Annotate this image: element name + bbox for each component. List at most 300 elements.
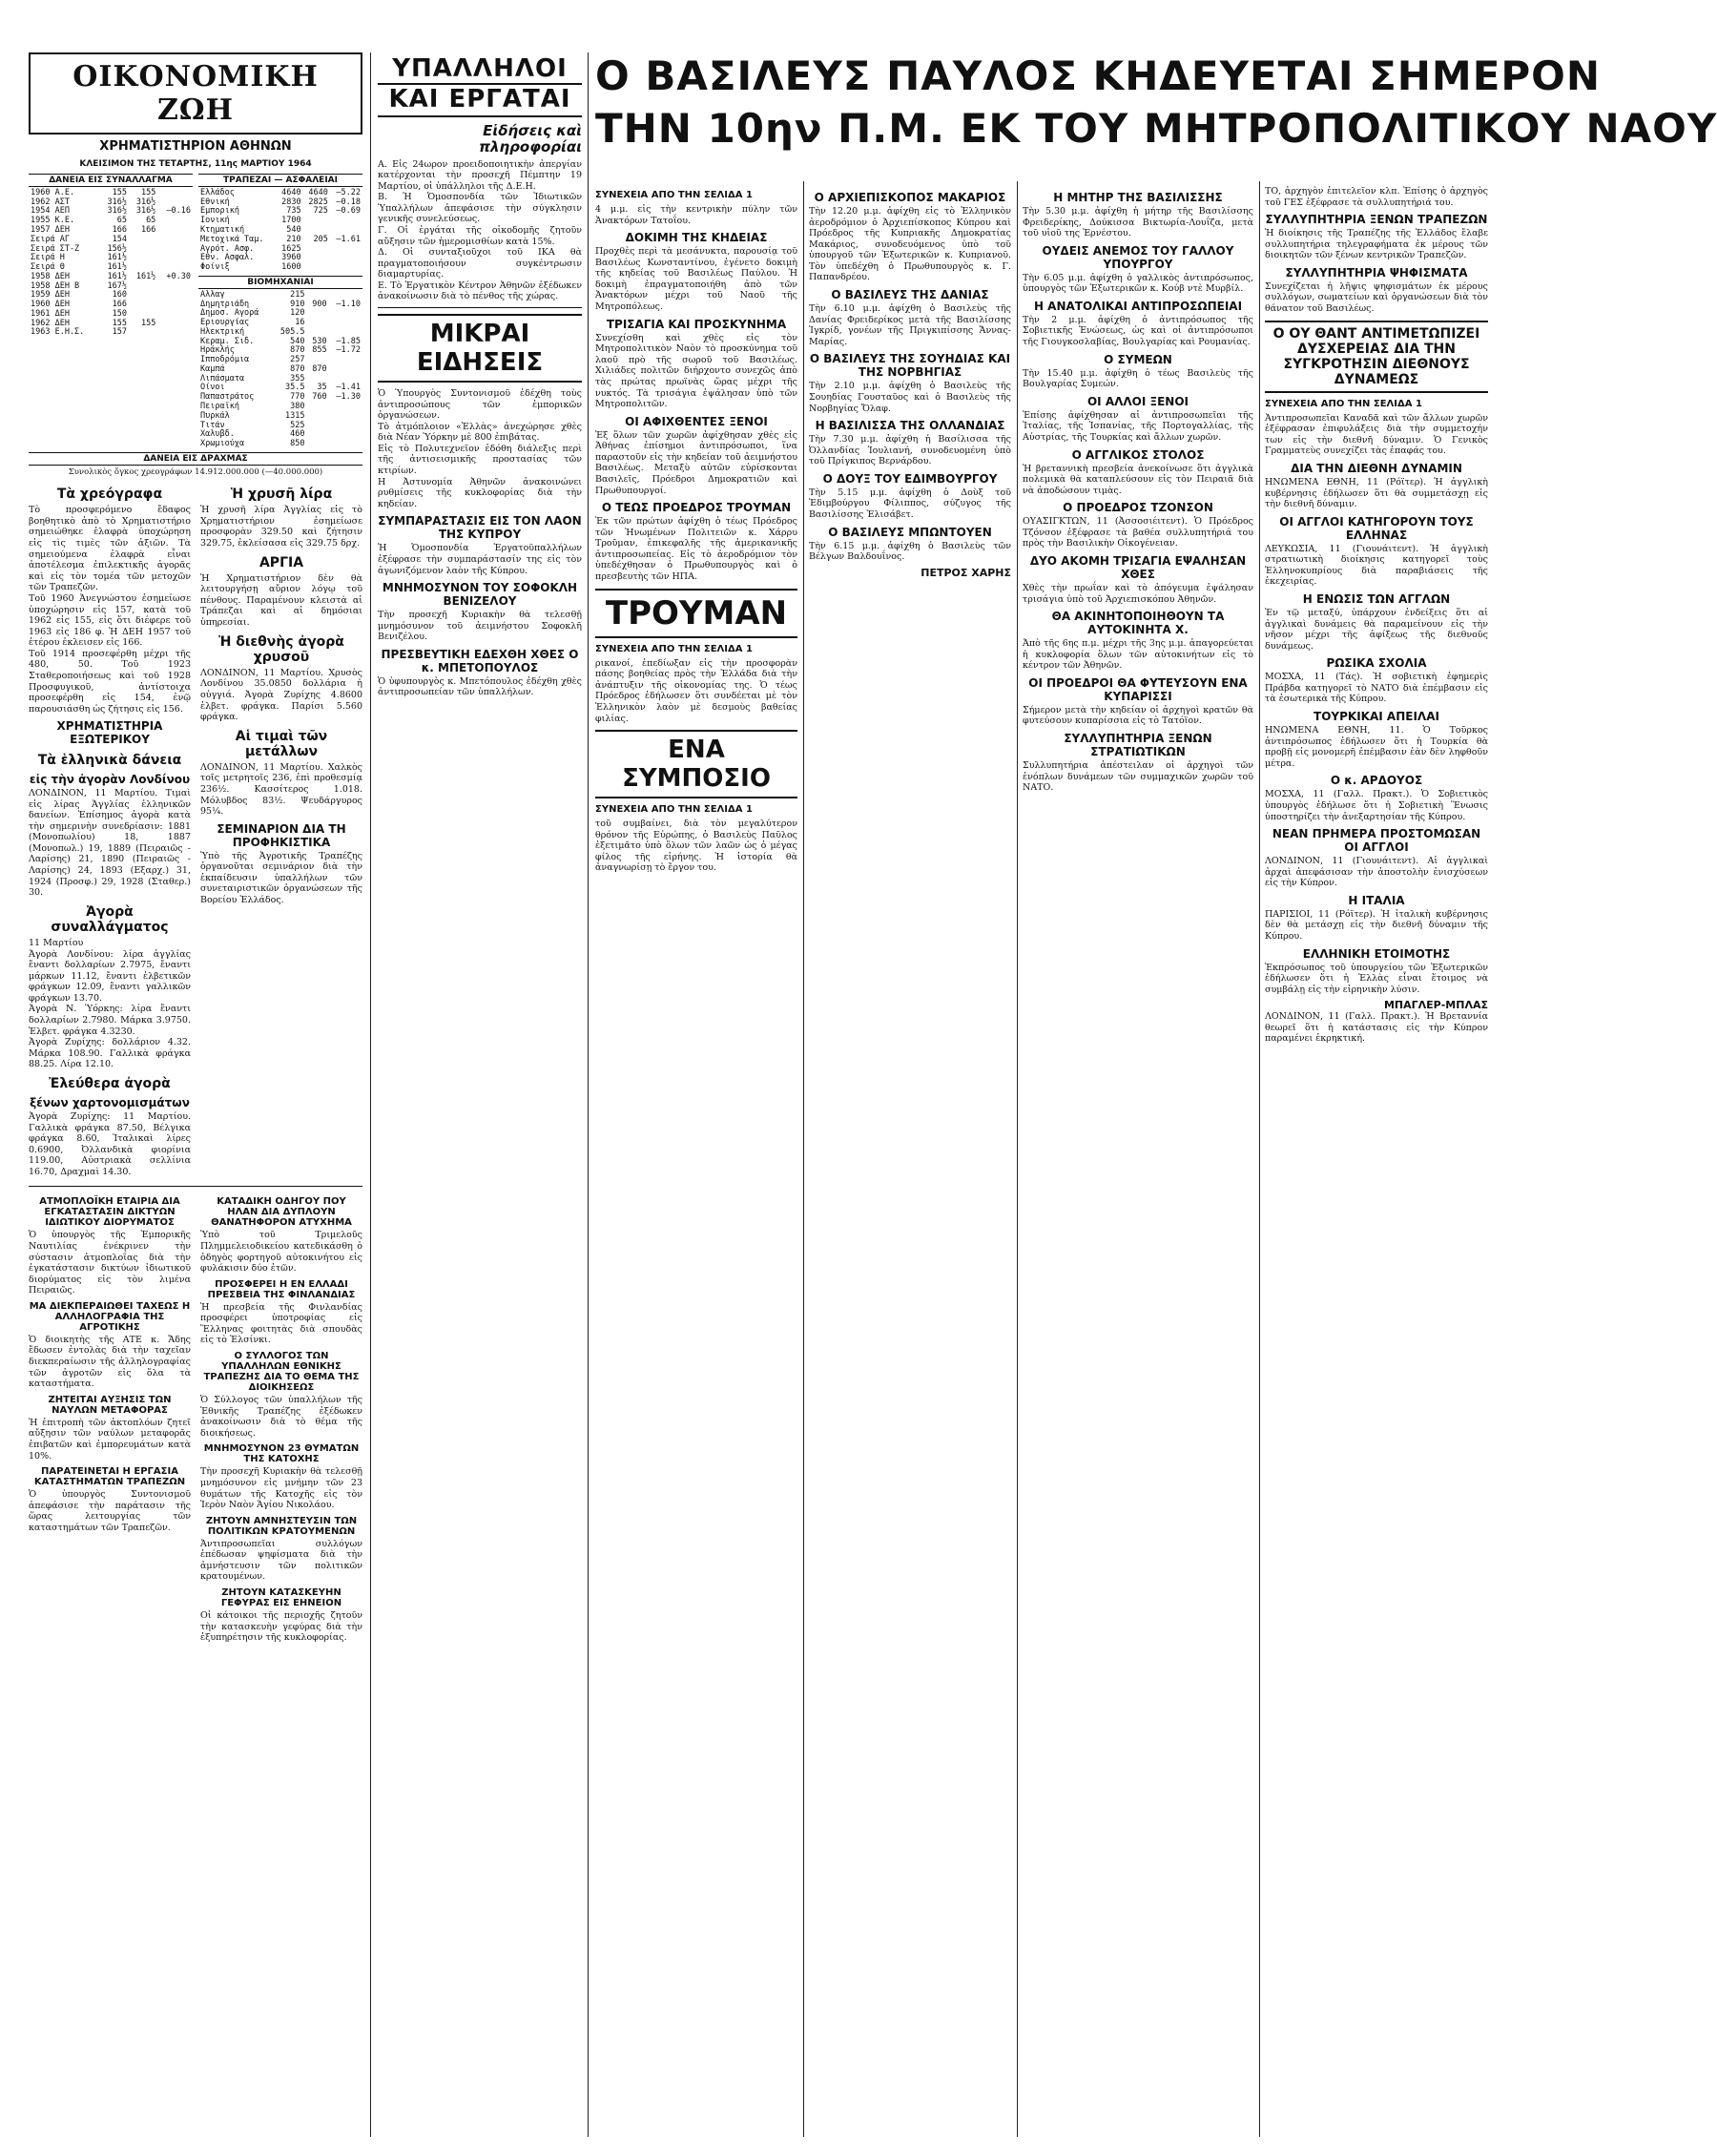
column-divider [370,52,371,2137]
quote-value: 150 [112,308,127,319]
quote-value: 1600 [281,262,301,273]
labor-header-2: ΚΑΙ ΕΡΓΑΤΑΙ [378,83,582,114]
turnover: Συνολικὸς ὄγκος χρεογράφων 14.912.000.000 (—40.000.000) [68,466,323,477]
truman-text: Ἐκ τῶν πρώτων ἀφίχθη ὁ τέως Πρόεδρος τῶν Ἡνωμένων Πολιτειῶν κ. Χάρρυ Τροῦμαν, ἐπικεφαλῆς τῆς ἀμερικανικῆς ἀντιπροσωπείας. Εἰς τὸ ἀεροδρόμιον τὸν ὑπεδέχθησαν ὁ Πρωθυπουργὸς καὶ ὁ πρεσβευτὴς τῶν ΗΠΑ. [595,516,797,583]
foreign-guests-title: ΟΙ ΑΦΙΧΘΕΝΤΕΣ ΞΕΝΟΙ [625,414,768,428]
quote-value [329,365,362,375]
quote-value: 161½ [107,253,127,263]
metals-text: ΛΟΝΔΙΝΟΝ, 11 Μαρτίου. Χαλκὸς τοῖς μετρητοῖς 236, ἐπὶ προθεσμίᾳ 236½. Κασσίτερος 1.018. Μόλυβδος 83½. Ψευδάργυρος 95¼. [200,761,362,818]
force-title: ΔΙΑ ΤΗΝ ΔΙΕΘΝΗ ΔΥΝΑΜΙΝ [1291,461,1462,475]
memorial-text: Τὴν προσεχῆ Κυριακὴν θὰ τελεσθῇ μνημόσυνον τοῦ ἀειμνήστου Σοφοκλῆ Βενιζέλου. [378,610,582,643]
russia-text: ΜΟΣΧΑ, 11 (Τάς). Ἡ σοβιετικὴ ἐφημερὶς Πράβδα κατηγορεῖ τὸ ΝΑΤΟ διὰ ἐπέμβασιν εἰς τὰ ἐσωτερικὰ τῆς Κύπρου. [1265,672,1488,705]
fx-title: Ἀγορὰ συναλλάγματος [51,903,169,935]
quote-value: 460 [290,429,305,440]
quote-value [157,291,193,301]
condolence-title: ΣΥΛΛΥΠΗΤΗΡΙΑ ΞΕΝΩΝ ΣΤΡΑΤΙΩΤΙΚΩΝ [1064,732,1212,759]
column-divider [1017,181,1018,2137]
prayer-text: Συνεχίσθη καὶ χθὲς εἰς τὸν Μητροπολιτικὸν Ναὸν τὸ προσκύνημα τοῦ λαοῦ πρὸ τῆς σωροῦ τοῦ Βασιλέως. Χιλιάδες πολιτῶν διήρχοντο συνεχῶς ἀπὸ τὰς πρώτας πρωϊνὰς ὥρας μέχρι τῆς νυκτός. Τὰ τρισάγια ἐψάλησαν ὑπὸ τῶν Μητροπολιτῶν. [595,332,797,410]
column-divider [803,181,804,2137]
quote-value [307,403,329,412]
quote-name: 1960 ΔΕΗ [31,300,70,310]
quote-value: 870 [290,345,305,356]
winds-title: ΟΥΔΕΙΣ ΑΝΕΜΟΣ ΤΟΥ ΓΑΛΛΟΥ ΥΠΟΥΡΓΟΥ [1042,243,1234,271]
quote-value [303,245,330,255]
news-item-text: Ὁ Σύλλογος τῶν ὑπαλλήλων τῆς Ἐθνικῆς Τραπέζης ἐξέδωκεν ἀνακοίνωσιν διὰ τὸ θέμα τῆς διοικήσεως. [200,1395,362,1439]
prayer-title: ΤΡΙΣΑΓΙΑ ΚΑΙ ΠΡΟΣΚΥΝΗΜΑ [606,317,787,331]
quote-value [157,310,193,320]
column-divider [1259,181,1260,2137]
quote-value: —0.16 [166,206,191,217]
short-news-title: ΜΙΚΡΑΙ ΕΙΔΗΣΕΙΣ [378,314,582,383]
quote-value [330,217,362,226]
quote-value: 2825 [308,197,328,207]
russia-title: ΡΩΣΙΚΑ ΣΧΟΛΙΑ [1326,656,1427,671]
gold-text: Ἡ χρυσῆ λίρα Ἀγγλίας εἰς τὸ Χρηματιστήριον ἐσημείωσε προσφορὰν 329.50 καὶ ζήτησιν 329.75, ἐκλείσασα εἰς 329.75 δρχ. [200,505,362,549]
quote-value [329,430,362,440]
right-intro: ΤΟ, ἀρχηγὸν ἐπιτελεῖον κλπ. Ἐπίσης ὁ ἀρχηγὸς τοῦ ΓΕΣ ἐξέφρασε τὰ συλλυπητήριά του. [1265,186,1488,208]
quote-value: 316½ [135,197,156,207]
quote-name: Σειρά Θ [31,262,65,273]
accuse-title: ΟΙ ΑΓΓΛΟΙ ΚΑΤΗΓΟΡΟΥΝ ΤΟΥΣ ΕΛΛΗΝΑΣ [1279,514,1474,542]
quote-value [329,356,362,365]
loans-table [29,189,193,338]
accuse-text: ΛΕΥΚΩΣΙΑ, 11 (Γιουνάιτεντ). Ἡ ἀγγλικὴ στρατιωτικὴ διοίκησις κατηγορεῖ τοὺς Ἑλληνοκυπρίους διὰ παραβιάσεις τῆς ἐκεχειρίας. [1265,543,1488,588]
funeral-title: ΔΟΚΙΜΗ ΤΗΣ ΚΗΔΕΙΑΣ [625,231,768,245]
quote-value: 855 [312,345,327,356]
quote-name: Σειρά ΑΓ [31,234,70,244]
quote-value: 1315 [285,410,305,421]
quote-name: Κεραμ. Σιδ. [200,336,255,346]
italy-title: Η ΙΤΑΛΙΑ [1348,893,1405,907]
quote-name: Χαλυβδ. [200,429,235,440]
quote-value [129,328,157,338]
industry-table [198,291,362,449]
presidents-text: Σήμερον μετὰ τὴν κηδείαν οἱ ἀρχηγοὶ κρατῶν θὰ φυτεύσουν κυπαρίσσια εἰς τὸ Τατόϊον. [1023,704,1253,727]
others-text: Ἐπίσης ἀφίχθησαν αἱ ἀντιπροσωπεῖαι τῆς Ἰταλίας, τῆς Ἰσπανίας, τῆς Πορτογαλλίας, τῆς Αὐστρίας, τῆς Τουρκίας καὶ ἄλλων χωρῶν. [1023,409,1253,443]
quote-value [329,319,362,328]
quote-value [157,189,193,198]
quote-name: Τιτάν [200,420,225,430]
edinburgh-text: Τὴν 5.15 μ.μ. ἀφίχθη ὁ Δοὺξ τοῦ Ἐδιμβούργου Φίλιππος, σύζυγος τῆς Βασιλίσσης Ἐλισάβετ. [809,487,1011,520]
quote-value: —1.41 [336,383,361,393]
quote-name: 1962 ΑΣΤ [31,197,70,207]
right-column [1265,186,1488,1048]
byline: ΜΠΑΓΛΕΡ-ΜΠΛΑΣ [1383,999,1488,1012]
johnson-title: Ο ΠΡΟΕΔΡΟΣ ΤΖΟΝΣΟΝ [1063,501,1213,515]
loans-head: ΔΑΝΕΙΑ ΕΙΣ ΣΥΝΑΛΛΑΓΜΑ [29,174,193,187]
quote-name: Κτηματική [200,225,245,235]
holland-title: Η ΒΑΣΙΛΙΣΣΑ ΤΗΣ ΟΛΛΑΝΔΙΑΣ [815,419,1005,433]
quote-value: 1700 [281,216,301,226]
quote-value [303,217,330,226]
quote-value: 65 [116,216,127,226]
quote-value [129,301,157,310]
quote-name: Πυρκάλ [200,410,230,421]
labor-masthead [378,52,582,117]
quote-value [157,282,193,292]
intl-gold-text: ΛΟΝΔΙΝΟΝ, 11 Μαρτίου. Χρυσὸς Λονδίνου 35.0850 δολλάρια ἡ οὐγγιά. Ἀγορὰ Ζυρίχης 4.8600 ἑλβετ. φράγκα. Παρίσι 5.560 φράγκα. [200,667,362,723]
ardahus-title: Ο κ. ΑΡΔΟΥΟΣ [1330,774,1423,788]
drachma-loans-head: ΔΑΝΕΙΑ ΕΙΣ ΔΡΑΧΜΑΣ [29,452,362,466]
quote-value: 161½ [135,271,156,281]
bonds-title: Τὰ χρεόγραφα [56,487,163,503]
quote-value: —1.10 [336,299,361,309]
news-item-title: Ο ΣΥΛΛΟΓΟΣ ΤΩΝ ΥΠΑΛΛΗΛΩΝ ΕΘΝΙΚΗΣ ΤΡΑΠΕΖΗΣ ΔΙΑ ΤΟ ΘΕΜΑ ΤΗΣ ΔΙΟΙΚΗΣΕΩΣ [203,1351,360,1394]
mother-title: Η ΜΗΤΗΡ ΤΗΣ ΒΑΣΙΛΙΣΣΗΣ [1053,191,1223,204]
memorial-title: ΜΝΗΜΟΣΥΝΟΝ ΤΟΥ ΣΟΦΟΚΛΗ ΒΕΝΙΖΕΛΟΥ [382,581,578,609]
london-title: Τὰ ἑλληνικὰ δάνεια [37,752,182,768]
quote-value [129,245,157,255]
belgium-text: Τὴν 6.15 μ.μ. ἀφίχθη ὁ Βασιλεὺς τῶν Βέλγων Βαλδουΐνος. [809,540,1011,563]
east-title: Η ΑΝΑΤΟΛΙΚΑΙ ΑΝΤΙΠΡΟΣΩΠΕΙΑΙ [1033,299,1243,313]
news-item-text: Ἀντιπροσωπεῖαι συλλόγων ἐπέδωσαν ψηφίσματα διὰ τὴν ἀμνήστευσιν τῶν πολιτικῶν κρατουμένων. [200,1538,362,1583]
quote-value [329,309,362,319]
quote-value [329,440,362,449]
quote-row [29,328,193,338]
london-text: ΛΟΝΔΙΝΟΝ, 11 (Γαλλ. Πρακτ.). Ἡ Βρεταννία θεωρεῖ ὅτι ἡ κατάστασις εἰς τὴν Κύπρον παραμένει ἐκρηκτική. [1265,1011,1488,1045]
quote-name: Εθν. Ασφαλ. [200,253,255,263]
news-item-title: ΜΑ ΔΙΕΚΠΕΡΑΙΩΘΕΙ ΤΑΧΕΩΣ Η ΑΛΛΗΛΟΓΡΑΦΙΑ ΤΗΣ ΑΓΡΟΤΙΚΗΣ [29,1300,191,1333]
london-text: ΛΟΝΔΙΝΟΝ, 11 Μαρτίου. Τιμαὶ εἰς λίρας Ἀγγλίας ἑλληνικῶν δανείων. Ἐπίσημος ἀγορὰ κατὰ τὴν σημερινὴν συνεδρίασιν: 1881 (Μονοπωλίου) 18, 1887 (Μονοπωλ.) 19, 1889 (Πειραιῶς - Λαρίσης) 21, 1890 (Πειραιῶς - Λαρίσης) 24, 1893 (Εξαρχ.) 31, 1924 (Προσφ.) 29, 1928 (Σταθερ.) 30. [29,787,191,899]
quote-value: 850 [290,439,305,449]
quote-name: Πειραϊκή [200,402,239,412]
quote-value: 355 [290,373,305,384]
news-item-title: ΠΑΡΑΤΕΙΝΕΤΑΙ Η ΕΡΓΑΣΙΑ ΚΑΤΑΣΤΗΜΑΤΩΝ ΤΡΑΠΕΖΩΝ [33,1466,186,1488]
economic-bottom [29,1192,362,1647]
quote-value: 1625 [281,243,301,254]
holland-text: Τὴν 7.30 μ.μ. ἀφίχθη ἡ Βασίλισσα τῆς Ὀλλανδίας Ἰουλιανή, συνοδευομένη ὑπὸ τοῦ Πρίγκιπος Βερνάρδου. [809,434,1011,467]
quotes-area [29,171,362,449]
visit-text: Ὁ ὑφυπουργὸς κ. Μπετόπουλος ἐδέχθη χθὲς ἀντιπροσωπείαν τῶν ὑπαλλήλων. [378,675,582,698]
newspaper-page [29,52,1717,2137]
condolence-text: Συλλυπητήρια ἀπέστειλαν οἱ ἀρχηγοὶ τῶν ἐνόπλων δυνάμεων τῶν συμμαχικῶν χωρῶν τοῦ ΝΑΤΟ. [1023,760,1253,794]
truman-title: Ο ΤΕΩΣ ΠΡΟΕΔΡΟΣ ΤΡΟΥΜΑΝ [601,501,792,515]
quote-value: 900 [312,299,327,309]
labor-column [378,52,582,702]
quote-name: 1958 ΔΕΗ Β [31,280,80,291]
loans-block [29,171,193,449]
quote-value: 316½ [107,206,127,217]
quote-value [157,245,193,255]
quote-value: 316½ [107,197,127,207]
main-column-1 [595,186,797,878]
funeral-text: Προχθὲς περὶ τὰ μεσάνυκτα, παρουσίᾳ τοῦ Βασιλέως Κωνσταντίνου, ἐγένετο δοκιμὴ τῆς κηδείας τοῦ Βασιλέως Παύλου. Ἡ δοκιμὴ ἐπραγματοποιήθη ἀπὸ τῶν Ἀνακτόρων μέχρι τοῦ Ναοῦ τῆς Μητροπόλεως. [595,246,797,313]
london-sub: εἰς τὴν ἀγορὰν Λονδίνου [29,772,191,786]
sympathy-title: ΣΥΜΠΑΡΑΣΤΑΣΙΣ ΕΙΣ ΤΟΝ ΛΑΟΝ ΤΗΣ ΚΥΠΡΟΥ [378,514,582,542]
quote-row [198,263,362,273]
turkey-text: ΗΝΩΜΕΝΑ ΕΘΝΗ, 11. Ὁ Τοῦρκος ἀντιπρόσωπος ἐδήλωσεν ὅτι ἡ Τουρκία θὰ προβῇ εἰς μονομερῆ ἐπέμβασιν ἐὰν δὲν ληφθοῦν μέτρα. [1265,725,1488,769]
quote-value: 540 [290,336,305,346]
quote-name: 1961 ΔΕΗ [31,308,70,319]
quote-name: Εριουργίας [200,318,250,328]
mid-items [200,1192,362,1647]
quote-value: 16 [295,318,305,328]
quote-name: Δημοσ. Αγορά [200,308,259,319]
quote-name: 1957 ΔΕΗ [31,225,70,235]
sweden-title: Ο ΒΑΣΙΛΕΥΣ ΤΗΣ ΣΟΥΗΔΙΑΣ ΚΑΙ ΤΗΣ ΝΟΡΒΗΓΙΑΣ [809,352,1011,380]
quote-value [129,282,157,292]
quote-value: 120 [290,308,305,319]
quote-value: 35 [317,383,327,393]
denmark-text: Τὴν 6.10 μ.μ. ἀφίχθη ὁ Βασιλεὺς τῆς Δανίας Φρειδερίκος μετὰ τῆς Βασιλίσσης Ἰγκρίδ, γονέων τῆς Πριγκιπίσσης Ἄννας-Μαρίας. [809,303,1011,347]
quote-value: 257 [290,355,305,365]
sympathy-text: Ἡ Ὁμοσπονδία Ἐργατοϋπαλλήλων ἐξέφρασε τὴν συμπαράστασίν της εἰς τὸν ἀγωνιζόμενον λαὸν τῆς Κύπρου. [378,543,582,576]
quote-value [129,254,157,263]
quote-value [157,217,193,226]
mother-text: Τὴν 5.30 μ.μ. ἀφίχθη ἡ μήτηρ τῆς Βασιλίσσης Φρειδερίκης, Δούκισσα Βικτωρία-Λουΐζα, μετὰ τοῦ υἱοῦ της Ἐρνέστου. [1023,206,1253,239]
archbishop-text: Τὴν 12.20 μ.μ. ἀφίχθη εἰς τὸ Ἑλληνικὸν ἀεροδρόμιον ὁ Ἀρχιεπίσκοπος Κύπρου καὶ Πρόεδρος τῆς Κυπριακῆς Δημοκρατίας Μακάριος, συνοδευόμενος ὑπὸ τοῦ ὑπουργοῦ τῶν Ἐξωτερικῶν κ. Κυπριανοῦ. Τὸν ὑπεδέχθη ὁ Πρωθυπουργὸς κ. Γ. Παπανδρέου. [809,206,1011,283]
banks-table [198,189,362,273]
italy-text: ΠΑΡΙΣΙΟΙ, 11 (Ρόϊτερ). Ἡ ἰταλικὴ κυβέρνησις δὲν θὰ μετάσχῃ εἰς τὴν διεθνῆ δύναμιν τῆς Κύπρου. [1265,908,1488,942]
winds-text: Τὴν 6.05 μ.μ. ἀφίχθη ὁ γαλλικὸς ἀντιπρόσωπος, ὑπουργὸς τῶν Ἐξωτερικῶν κ. Κούβ ντὲ Μυρβίλ. [1023,272,1253,295]
quote-value: 161½ [107,262,127,273]
quote-name: 1954 ΑΕΠ [31,206,70,217]
labor-news-title: Εἰδήσεις καὶ πληροφορίαι [479,122,582,156]
quote-value: 210 [286,234,301,244]
news-item-text: Ὑπὸ τοῦ Τριμελοῦς Πλημμελειοδικείου κατεδικάσθη ὁ ὁδηγὸς φορτηγοῦ αὐτοκινήτου εἰς φυλάκισιν δύο ἐτῶν. [200,1230,362,1275]
quote-value [329,412,362,422]
quote-name: 1960 Α.Ε. [31,187,75,197]
main-column-3 [1023,186,1253,798]
sweden-text: Τὴν 2.10 μ.μ. ἀφίχθη ὁ Βασιλεὺς τῆς Σουηδίας Γουσταῦος καὶ ὁ Βασιλεὺς τῆς Νορβηγίας Ὄλαφ. [809,381,1011,414]
truman-cont-text: ρικανοί, ἐπεδίωξαν εἰς τὴν προσφορὰν πάσης βοηθείας πρὸς τὴν Ἑλλάδα διὰ τὴν ἀνάπτυξιν τῆς οἰκονομίας της. Ὁ τέως Πρόεδρος ἐδήλωσεν ὅτι συνδέεται μὲ τὸν Ἑλληνικὸν λαὸν μὲ δεσμοὺς βαθείας φιλίας. [595,657,797,724]
continued-label: ΣΥΝΕΧΕΙΑ ΑΠΟ ΤΗΝ ΣΕΛΙΔΑ 1 [1265,398,1422,409]
quote-value: 155 [112,318,127,328]
news-item-text: Ὁ διοικητὴς τῆς ΑΤΕ κ. Ἄδης ἔδωσεν ἐντολὰς διὰ τὴν ταχεῖαν διεκπεραίωσιν τῆς ἀλληλογραφίας τῶν ἀγροτῶν εἰς ὅλα τὰ καταστήματα. [29,1334,191,1390]
quote-value: 4640 [308,187,328,197]
quote-value: —1.72 [336,345,361,356]
trisagion-text: Χθὲς τὴν πρωΐαν καὶ τὸ ἀπόγευμα ἐψάλησαν τρισάγια ὑπὸ τοῦ Ἀρχιεπισκόπου Ἀθηνῶν. [1023,582,1253,605]
metals-title: Αἱ τιμαὶ τῶν μετάλλων [235,728,328,759]
truman-box: ΤΡΟΥΜΑΝ [595,589,797,638]
quote-value [330,254,362,263]
quote-value: 870 [312,363,327,374]
holidays-title: ΑΡΓΙΑ [259,554,304,570]
quote-value: —1.30 [336,392,361,403]
quote-value [157,254,193,263]
continued-label: ΣΥΝΕΧΕΙΑ ΑΠΟ ΤΗΝ ΣΕΛΙΔΑ 1 [595,804,753,816]
new-title: ΝΕΑΝ ΠΡΗΜΕΡΑ ΠΡΟΣΤΟΜΩΣΑΝ ΟΙ ΑΓΓΛΟΙ [1272,827,1481,855]
quote-value: —0.18 [336,197,361,207]
symposium-text: τοῦ συμβαίνει, διὰ τὸν μεγαλύτερον θρόνον τῆς Εὐρώπης, ὁ Βασιλεὺς Παῦλος ἐξετιμᾶτο ὑπὸ ὅλων τῶν λαῶν ὡς ὁ μέγας φίλος τῆς εἰρήνης. Ἡ ἱστορία θὰ ἀναγνωρίσῃ τὸ ἔργον του. [595,819,797,874]
main-headline: Ο ΒΑΣΙΛΕΥΣ ΠΑΥΛΟΣ ΚΗΔΕΥΕΤΑΙ ΣΗΜΕΡΟΝ [595,52,1602,99]
force-text: ΗΝΩΜΕΝΑ ΕΘΝΗ, 11 (Ρόϊτερ). Ἡ ἀγγλικὴ κυβέρνησις ἐδήλωσεν ὅτι θὰ συμμετάσχῃ εἰς τὴν διεθνῆ δύναμιν. [1265,476,1488,510]
quote-name: Ελλάδος [200,187,235,197]
continued-label: ΣΥΝΕΧΕΙΑ ΑΠΟ ΤΗΝ ΣΕΛΙΔΑ 1 [595,190,753,200]
news-item-text: Τὴν προσεχῆ Κυριακὴν θὰ τελεσθῇ μνημόσυνον εἰς μνήμην τῶν 23 θυμάτων τῆς Κατοχῆς εἰς τὸν Ἱερὸν Ναὸν Ἁγίου Νικολάου. [200,1466,362,1511]
quote-value: 870 [290,363,305,374]
main-headline-2: ΤΗΝ 10ην Π.Μ. ΕΚ ΤΟΥ ΜΗΤΡΟΠΟΛΙΤΙΚΟΥ ΝΑΟΥ [595,105,1717,152]
quote-name: Δημητριάδη [200,299,250,309]
immobile-text: Ἀπὸ τῆς 6ης π.μ. μέχρι τῆς 3ης μ.μ. ἀπαγορεύεται ἡ κυκλοφορία ὅλων τῶν αὐτοκινήτων εἰς τὸ κέντρον τῶν Ἀθηνῶν. [1023,638,1253,672]
news-item-title: ΑΤΜΟΠΛΟΪΚΗ ΕΤΑΙΡΙΑ ΔΙΑ ΕΓΚΑΤΑΣΤΑΣΙΝ ΔΙΚΤΥΩΝ ΙΔΙΩΤΙΚΟΥ ΔΙΟΡΥΜΑΤΟΣ [39,1196,180,1229]
holidays-text: Ἡ Χρηματιστήριον δὲν θὰ λειτουργήσῃ αὔριον λόγῳ τοῦ πένθους. Παραμένουν κλειστὰ αἱ Τράπεζαι καὶ αἱ δημόσιαι ὑπηρεσίαι. [200,572,362,629]
fleet-title: Ο ΑΓΓΛΙΚΟΣ ΣΤΟΛΟΣ [1071,447,1205,462]
quote-name: Χρωμιούχα [200,439,245,449]
quote-value: 156½ [107,243,127,254]
union-title: Η ΕΝΩΣΙΣ ΤΩΝ ΑΓΓΛΩΝ [1302,591,1451,606]
exchange-title: ΧΡΗΜΑΤΙΣΤΗΡΙΟΝ ΑΘΗΝΩΝ [99,139,292,154]
new-text: ΛΟΝΔΙΝΟΝ, 11 (Γιουνάιτεντ). Αἱ ἀγγλικαὶ ἀρχαὶ ἀπεφάσισαν τὴν ἀποστολὴν ἐνισχύσεων εἰς τὴν Κύπρον. [1265,856,1488,889]
news-item-title: ΖΗΤΟΥΝ ΑΜΝΗΣΤΕΥΣΙΝ ΤΩΝ ΠΟΛΙΤΙΚΩΝ ΚΡΑΤΟΥΜΕΝΩΝ [205,1515,358,1537]
quote-value [307,430,329,440]
quote-value: 530 [312,336,327,346]
quote-name: Οίνοι [200,383,225,393]
ardahus-text: ΜΟΣΧΑ, 11 (Γαλλ. Πρακτ.). Ὁ Σοβιετικὸς ὑπουργὸς ἐδήλωσε ὅτι ἡ Σοβιετικὴ Ἕνωσις ὑποστηρίζει τὴν ἀνεξαρτησίαν τῆς Κύπρου. [1265,789,1488,822]
economic-right [200,481,362,1181]
quote-value [303,263,330,273]
quote-value [157,226,193,236]
greek-title: ΕΛΛΗΝΙΚΗ ΕΤΟΙΜΟΤΗΣ [1302,946,1451,961]
lead-text: 4 μ.μ. εἰς τὴν κεντρικὴν πύλην τῶν Ἀνακτόρων Τατοΐου. [595,204,797,226]
quote-value [307,440,329,449]
quote-value: 65 [146,216,156,226]
quote-value: 505.5 [279,326,305,337]
banks-block [198,171,362,449]
quote-name: Ιονική [200,216,230,226]
news-item-text: Ὁ ὑπουργὸς Συντονισμοῦ ἀπεφάσισε τὴν παράτασιν τῆς ὥρας λειτουργίας τῶν καταστημάτων τῶν Τραπεζῶν. [29,1489,191,1533]
quote-value: 380 [290,402,305,412]
quote-name: 1963 Ε.Η.Σ. [31,327,85,338]
quote-value: 155 [112,187,127,197]
quote-value [307,319,329,328]
short-news-text: Ὁ Ὑπουργὸς Συντονισμοῦ ἐδέχθη τοὺς ἀντιπροσώπους τῶν ἐμπορικῶν ὀργανώσεων. Τὸ ἀτμόπλοιον «Ἑλλὰς» ἀνεχώρησε χθὲς διὰ Νέαν Ὑόρκην μὲ 800 ἐπιβάτας. Εἰς τὸ Πολυτεχνεῖον ἐδόθη διάλεξις περὶ τῆς ἀντισεισμικῆς προστασίας τῶν κτιρίων. Η Ἀστυνομία Ἀθηνῶν ἀνακοινώνει ρυθμίσεις τῆς κυκλοφορίας διὰ τὴν κηδείαν. [378,388,582,509]
economic-column [29,52,362,1648]
johnson-text: ΟΥΑΣΙΓΚΤΩΝ, 11 (Ἀσσοσιέιτεντ). Ὁ Πρόεδρος Τζόνσον ἐξέφρασε τὰ βαθέα συλλυπητήριά του πρὸς τὴν Βασιλικὴν Οἰκογένειαν. [1023,516,1253,549]
quote-value: 166 [112,225,127,235]
quote-value [129,236,157,245]
quote-value: 155 [140,187,156,197]
quote-value [157,301,193,310]
divider [378,307,582,308]
quote-value: 35.5 [285,383,305,393]
quote-value: —1.61 [336,234,361,244]
bonds-text: Τὸ προσφερόμενο ἔδαφος βοηθητικὸ ἀπὸ τὸ Χρηματιστήριο σημειώθηκε ἐλαφρὰ ὑποχώρηση εἰς τὶς τιμὲς τῶν ἀξιῶν. Τὰ σημειούμενα ἐλαφρὰ εἶναι ἀποτέλεσμα ἐπιλεκτικῆς ἀγορᾶς καὶ εἰς τὸν τομέα τῶν μετοχῶν τῶν Τραπεζῶν. Τοῦ 1960 Ἀνεγνώστου ἐσημείωσε ὑποχώρησιν εἰς 157, κατὰ τοῦ 1962 εἰς 155, εἰς ὅτι διέφερε τοῦ 1963 εἰς 186 φ. Ἡ ΔΕΗ 1957 τοῦ ἐτέρου ἐκλεισεν εἰς 166. Τοῦ 1914 προσεφέρθη μέχρι τῆς 480, 50. Τοῦ 1923 Σταθεροποιήσεως καὶ τοῦ 1928 Προσφυγικοῦ, ἀντίστοιχα προσεφέρθη εἰς 154, ἐνῷ παρουσιάσθη ὡς ζήτησις εἰς 156. [29,505,191,715]
news-item-text: Ἡ πρεσβεία τῆς Φινλανδίας προσφέρει ὑποτροφίας εἰς Ἕλληνας φοιτητὰς διὰ σπουδὰς εἰς τὸ Ἐλσίνκι. [200,1301,362,1346]
news-item-text: Ἡ ἐπιτροπὴ τῶν ἀκτοπλόων ζητεῖ αὔξησιν τῶν ναύλων μεταφορᾶς ἐπιβατῶν καὶ ἐμπορευμάτων κατὰ 10%. [29,1417,191,1462]
seminar-title: ΣΕΜΙΝΑΡΙΟΝ ΔΙΑ ΤΗ ΠΡΟΦΗΚΙΣΤΙΚΑ [217,821,346,849]
u-thant-headline: Ο ΟΥ ΘΑΝΤ ΑΝΤΙΜΕΤΩΠΙΖΕΙ ΔΥΣΧΕΡΕΙΑΣ ΔΙΑ ΤΗΝ ΣΥΓΚΡΟΤΗΣΙΝ ΔΙΕΘΝΟΥΣ ΔΥΝΑΜΕΩΣ [1265,321,1488,393]
others-title: ΟΙ ΑΛΛΟΙ ΞΕΝΟΙ [1086,394,1189,408]
quote-value: 735 [286,206,301,217]
quote-value: 540 [286,225,301,235]
news-item-title: ΖΗΤΟΥΝ ΚΑΤΑΣΚΕΥΗΝ ΓΕΦΥΡΑΣ ΕΙΣ ΕΗΝΕΙΟΝ [220,1587,342,1608]
quote-value [157,320,193,329]
quote-value [157,236,193,245]
quote-value: 525 [290,420,305,430]
news-item-title: ΖΗΤΕΙΤΑΙ ΑΥΞΗΣΙΣ ΤΩΝ ΝΑΥΛΩΝ ΜΕΤΑΦΟΡΑΣ [48,1394,172,1416]
quote-value: 910 [290,299,305,309]
news-item-title: ΜΝΗΜΟΣΥΝΟΝ 23 ΘΥΜΑΤΩΝ ΤΗΣ ΚΑΤΟΧΗΣ [203,1443,360,1465]
trisagion-title: ΔΥΟ ΑΚΟΜΗ ΤΡΙΣΑΓΙΑ ΕΨΑΛΗΣΑΝ ΧΘΕΣ [1029,553,1247,581]
quote-value: 2830 [281,197,301,207]
quote-name: 1962 ΔΕΗ [31,318,70,328]
quote-name: Φοίνιξ [200,262,230,273]
fx-text: 11 Μαρτίου Ἀγορὰ Λονδίνου: λίρα ἀγγλίας ἔναντι δολλαρίων 2.7975, ἔναντι μάρκων 11.12, ἔναντι ἑλβετικῶν φράγκων 12.09, ἔναντι γαλλικῶν φράγκων 13.70. Ἀγορὰ Ν. Ὑόρκης: λίρα ἔναντι δολλαρίων 2.7980. Μάρκα 3.9750. Ἑλβετ. φράγκα 4.3230. Ἀγορὰ Ζυρίχης: δολλάριον 4.32. Μάρκα 108.90. Γαλλικὰ φράγκα 88.25. Λίρα 12.10. [29,937,191,1070]
quote-name: Ηράκλής [200,345,235,356]
quote-value: 160 [112,290,127,301]
fleet-text: Ἡ βρεταννικὴ πρεσβεία ἀνεκοίνωσε ὅτι ἀγγλικὰ πολεμικὰ θὰ καταπλεύσουν εἰς τὸν Πειραιᾶ διὰ νὰ ἀποδώσουν τιμὰς. [1023,463,1253,496]
quote-name: Λιπάσματα [200,373,245,384]
symeon-text: Τὴν 15.40 μ.μ. ἀφίχθη ὁ τέως Βασιλεὺς τῆς Βουλγαρίας Συμεών. [1023,367,1253,390]
quote-name: 1955 Κ.Ε. [31,216,75,226]
immobile-title: ΘΑ ΑΚΙΝΗΤΟΠΟΙΗΘΟΥΝ ΤΑ ΑΥΤΟΚΙΝΗΤΑ Χ. [1051,610,1225,637]
vote-title: ΣΥΛΛΥΠΗΤΗΡΙΑ ΨΗΦΙΣΜΑΤΑ [1285,265,1468,280]
labor-news-text: Α. Εἰς 24ωρον προειδοποιητικὴν ἀπεργίαν κατέρχονται τὴν προσεχῆ Πέμπτην 19 Μαρτίου, οἱ ὑπάλληλοι τῆς Δ.Ε.Η. Β. Ἡ Ὁμοσπονδία τῶν Ἰδιωτικῶν Ὑπαλλήλων ἀπεφάσισε τὴν σύγκλησιν γενικῆς συνελεύσεως. Γ. Οἱ ἐργάται τῆς οἰκοδομῆς ζητοῦν αὔξησιν τῶν ἡμερομισθίων κατὰ 15%. Δ. Οἱ συνταξιοῦχοι τοῦ ΙΚΑ θὰ πραγματοποιήσουν συγκέντρωσιν διαμαρτυρίας. Ε. Τὸ Ἐργατικὸν Κέντρον Ἀθηνῶν ἐξέδωκεν ἀνακοίνωσιν διὰ τὸ πένθος τῆς χώρας. [378,158,582,302]
u-thant-text: Ἀντιπροσωπεῖαι Καναδᾶ καὶ τῶν ἄλλων χωρῶν ἐξέφρασαν ἐπιφυλάξεις διὰ τὴν συμμετοχήν των εἰς τὴν διεθνῆ δύναμιν. Ὁ Γενικὸς Γραμματεὺς συνεχίζει τὰς ἐπαφάς του. [1265,412,1488,457]
news-item-text: Οἱ κάτοικοι τῆς περιοχῆς ζητοῦν τὴν κατασκευὴν γεφύρας διὰ τὴν ἐξυπηρέτησιν τῆς κυκλοφορίας. [200,1610,362,1644]
quote-name: Σειρά ΣΤ-Ζ [31,243,80,254]
quote-value: 161½ [107,271,127,281]
quote-name: Σειρά Η [31,253,65,263]
quote-value [307,422,329,431]
quote-value: 154 [112,234,127,244]
quote-value: 316½ [135,206,156,217]
quote-value [330,245,362,255]
quote-name: Εμπορική [200,206,239,217]
quote-name: Ιπποδρόμια [200,355,250,365]
quote-value: 4640 [281,187,301,197]
news-item-title: ΠΡΟΣΦΕΡΕΙ Η ΕΝ ΕΛΛΑΔΙ ΠΡΕΣΒΕΙΑ ΤΗΣ ΦΙΝΛΑΝΔΙΑΣ [207,1278,356,1300]
industry-head: ΒΙΟΜΗΧΑΝΙΑΙ [198,276,362,289]
quote-value [307,309,329,319]
quote-value: 205 [313,234,328,244]
quote-value [129,291,157,301]
news-item-title: ΚΑΤΑΔΙΚΗ ΟΔΗΓΟΥ ΠΟΥ ΗΛΑΝ ΔΙΑ ΔΥΠΛΟΥΝ ΘΑΝΑΤΗΦΟΡΟΝ ΑΤΥΧΗΜΑ [211,1196,352,1229]
quote-name: Αγρότ. Ασφ. [200,243,255,254]
seminar-text: Ὑπὸ τῆς Ἀγροτικῆς Τραπέζης ὀργανοῦται σεμινάριον διὰ τὴν ἐκπαίδευσιν ὑπαλλήλων τῶν συνεταιριστικῶν ὀργανώσεων τῆς Βορείου Ἑλλάδος. [200,850,362,906]
quote-value: —5.22 [336,187,361,197]
exchange-subtitle: ΚΛΕΙΣΙΜΟΝ ΤΗΣ ΤΕΤΑΡΤΗΣ, 11ης ΜΑΡΤΙΟΥ 1964 [79,158,312,169]
foreign-guests-text: Ἐξ ὅλων τῶν χωρῶν ἀφίχθησαν χθὲς εἰς Ἀθήνας ἐπίσημοι ἀντιπρόσωποι, ἵνα παραστοῦν εἰς τὴν κηδείαν τοῦ ἀειμνήστου Βασιλέως. Μεταξὺ αὐτῶν εὑρίσκονται Βασιλεῖς, Πρόεδροι Δημοκρατιῶν καὶ Πρωθυπουργοί. [595,429,797,496]
banks-condolence-title: ΣΥΛΛΥΠΗΤΗΡΙΑ ΞΕΝΩΝ ΤΡΑΠΕΖΩΝ [1265,213,1488,227]
belgium-title: Ο ΒΑΣΙΛΕΥΣ ΜΠΩΝΤΟΥΕΝ [828,525,992,539]
quote-value: 760 [312,392,327,403]
quote-value [157,328,193,338]
greek-text: Ἐκπρόσωπος τοῦ ὑπουργείου τῶν Ἐξωτερικῶν ἐδήλωσεν ὅτι ἡ Ἑλλὰς εἶναι ἕτοιμος νὰ συμβάλῃ εἰς τὴν εἰρηνικὴν λύσιν. [1265,962,1488,995]
quote-value: —0.69 [336,206,361,217]
quote-value: 155 [140,318,156,328]
byline: ΠΕΤΡΟΣ ΧΑΡΗΣ [921,566,1011,579]
union-text: Ἐν τῷ μεταξύ, ὑπάρχουν ἐνδείξεις ὅτι αἱ ἀγγλικαὶ δυνάμεις θὰ παραμείνουν εἰς τὴν νῆσον μέχρι τῆς ἀφίξεως τῆς διεθνοῦς δυνάμεως. [1265,607,1488,652]
presidents-title: ΟΙ ΠΡΟΕΔΡΟΙ ΘΑ ΦΥΤΕΥΣΟΥΝ ΕΝΑ ΚΥΠΑΡΙΣΣΙ [1028,675,1248,703]
quote-name: 1958 ΔΕΗ [31,271,70,281]
quote-value: 166 [140,225,156,235]
quote-name: Ηλεκτρική [200,326,245,337]
economic-masthead: ΟΙΚΟΝΟΜΙΚΗ ΖΩΗ [29,52,362,135]
quote-name: Μετοχικά Ταμ. [200,234,264,244]
foreign-exchanges-title: ΧΡΗΜΑΤΙΣΤΗΡΙΑ ΕΞΩΤΕΡΙΚΟΥ [56,719,163,747]
visit-title: ΠΡΕΣΒΕΥΤΙΚΗ ΕΔΕΧΘΗ ΧΘΕΣ Ο κ. ΜΠΕΤΟΠΟΥΛΟΣ [381,647,579,674]
labor-header-1: ΥΠΑΛΛΗΛΟΙ [392,54,568,83]
symposium-box: ΕΝΑ ΣΥΜΠΟΣΙΟ [595,730,797,798]
free-market-sub: ξένων χαρτονομισμάτων [30,1095,190,1109]
quote-value: 215 [290,289,305,300]
column-divider [588,52,589,2137]
vote-text: Συνεχίζεται ἡ λῆψις ψηφισμάτων ἐκ μέρους συλλόγων, σωματείων καὶ ὀργανώσεων διὰ τὸν θάνατον τοῦ Βασιλέως. [1265,280,1488,315]
quote-name: Παπαστράτος [200,392,255,403]
quote-name: Καμπά [200,363,225,374]
banks-head: ΤΡΑΠΕΖΑΙ — ΑΣΦΑΛΕΙΑΙ [198,174,362,187]
main-column-2 [809,186,1011,579]
news-item-text: Ὁ ὑπουργὸς τῆς Ἐμπορικῆς Ναυτιλίας ἐνέκρινεν τὴν σύστασιν ἀτμοπλοΐας διὰ τὴν ἐγκατάστασιν δικτύων ἰδιωτικοῦ διορύματος εἰς τὸν λιμένα Πειραιῶς. [29,1230,191,1296]
free-market-title: Ἐλεύθερα ἀγορὰ [49,1075,171,1091]
quote-value: 3960 [281,253,301,263]
quote-value [329,422,362,431]
quote-value: +0.30 [166,271,191,281]
free-market-text: Ἀγορὰ Ζυρίχης: 11 Μαρτίου. Γαλλικὰ φράγκα 87.50, Βέλγικα φράγκα 8.60, Ἰταλικαὶ λίρες 0.6900, Ὀλλανδικὰ φιορίνια 119.00, Αὐστριακὰ σελλίνια 16.70, Δραχμαὶ 14.30. [29,1110,191,1177]
quote-name: 1959 ΔΕΗ [31,290,70,301]
